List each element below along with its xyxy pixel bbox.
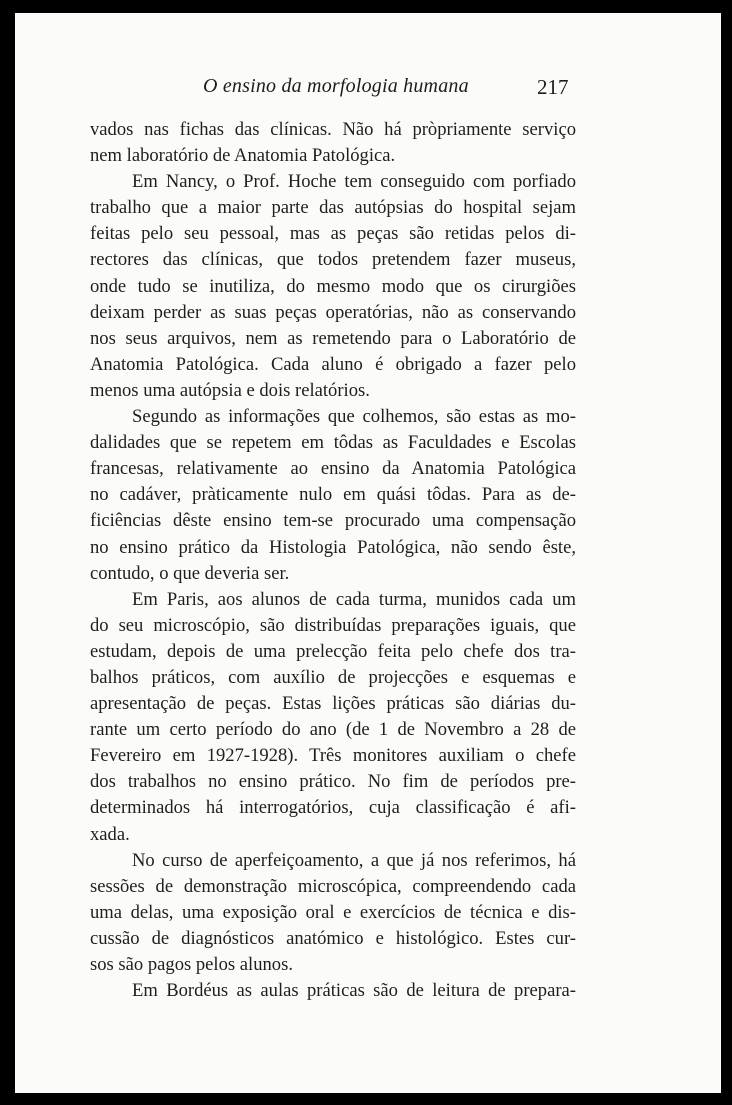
- page-number: 217: [537, 75, 569, 99]
- text-line: dos trabalhos no ensino prático. No fim de períodos pre-: [90, 771, 576, 793]
- text-line: sessões de demonstração microscópica, compreendendo cada: [90, 875, 576, 897]
- text-line: feitas pelo seu pessoal, mas as peças são retidas pelos di-: [90, 223, 576, 245]
- text-line: deixam perder as suas peças operatórias, não as conservando: [90, 301, 576, 323]
- text-line: rante um certo período do ano (de 1 de Novembro a 28 de: [90, 719, 576, 741]
- text-line: Em Paris, aos alunos de cada turma, munidos cada um: [132, 588, 576, 610]
- text-line: Segundo as informações que colhemos, são estas as mo-: [132, 406, 576, 428]
- text-line: ficiências dêste ensino tem-se procurado uma compensação: [90, 510, 576, 532]
- text-line: apresentação de peças. Estas lições práticas são diárias du-: [90, 693, 576, 715]
- text-line: No curso de aperfeiçoamento, a que já nos referimos, há: [132, 849, 576, 871]
- text-line: Fevereiro em 1927-1928). Três monitores auxiliam o chefe: [90, 745, 576, 767]
- text-line: cussão de diagnósticos anatómico e histológico. Estes cur-: [90, 927, 576, 949]
- page-header: [15, 75, 721, 105]
- text-line: do seu microscópio, são distribuídas preparações iguais, que: [90, 614, 576, 636]
- running-title: O ensino da morfologia humana: [203, 75, 469, 97]
- text-line: no cadáver, pràticamente nulo em quási tôdas. Para as de-: [90, 484, 576, 506]
- book-page: [15, 13, 721, 1093]
- text-line: nem laboratório de Anatomia Patológica.: [90, 145, 396, 167]
- text-line: rectores das clínicas, que todos pretendem fazer museus,: [90, 249, 576, 271]
- text-line: estudam, depois de uma prelecção feita pelo chefe dos tra-: [90, 640, 576, 662]
- text-line: dalidades que se repetem em tôdas as Faculdades e Escolas: [90, 432, 576, 454]
- text-line: francesas, relativamente ao ensino da Anatomia Patológica: [90, 458, 576, 480]
- text-line: Anatomia Patológica. Cada aluno é obrigado a fazer pelo: [90, 353, 576, 375]
- text-line: onde tudo se inutiliza, do mesmo modo que os cirurgiões: [90, 275, 576, 297]
- text-line: contudo, o que deveria ser.: [90, 562, 290, 584]
- text-line: vados nas fichas das clínicas. Não há pròpriamente serviço: [90, 119, 576, 140]
- text-line: sos são pagos pelos alunos.: [90, 954, 293, 975]
- text-line: nos seus arquivos, nem as remetendo para o Laboratório de: [90, 327, 576, 349]
- text-line: no ensino prático da Histologia Patológica, não sendo êste,: [90, 536, 576, 558]
- text-line: menos uma autópsia e dois relatórios.: [90, 379, 370, 401]
- text-line: determinados há interrogatórios, cuja classificação é afi-: [90, 797, 576, 819]
- text-line: Em Nancy, o Prof. Hoche tem conseguido com porfiado: [132, 171, 576, 193]
- text-line: xada.: [90, 823, 130, 845]
- text-line: trabalho que a maior parte das autópsias do hospital sejam: [90, 197, 576, 219]
- body-text: [90, 117, 576, 1004]
- text-line: Em Bordéus as aulas práticas são de leitura de prepara-: [132, 980, 576, 1002]
- text-line: uma delas, uma exposição oral e exercícios de técnica e dis-: [90, 901, 576, 923]
- text-line: balhos práticos, com auxílio de projecções e esquemas e: [90, 666, 576, 688]
